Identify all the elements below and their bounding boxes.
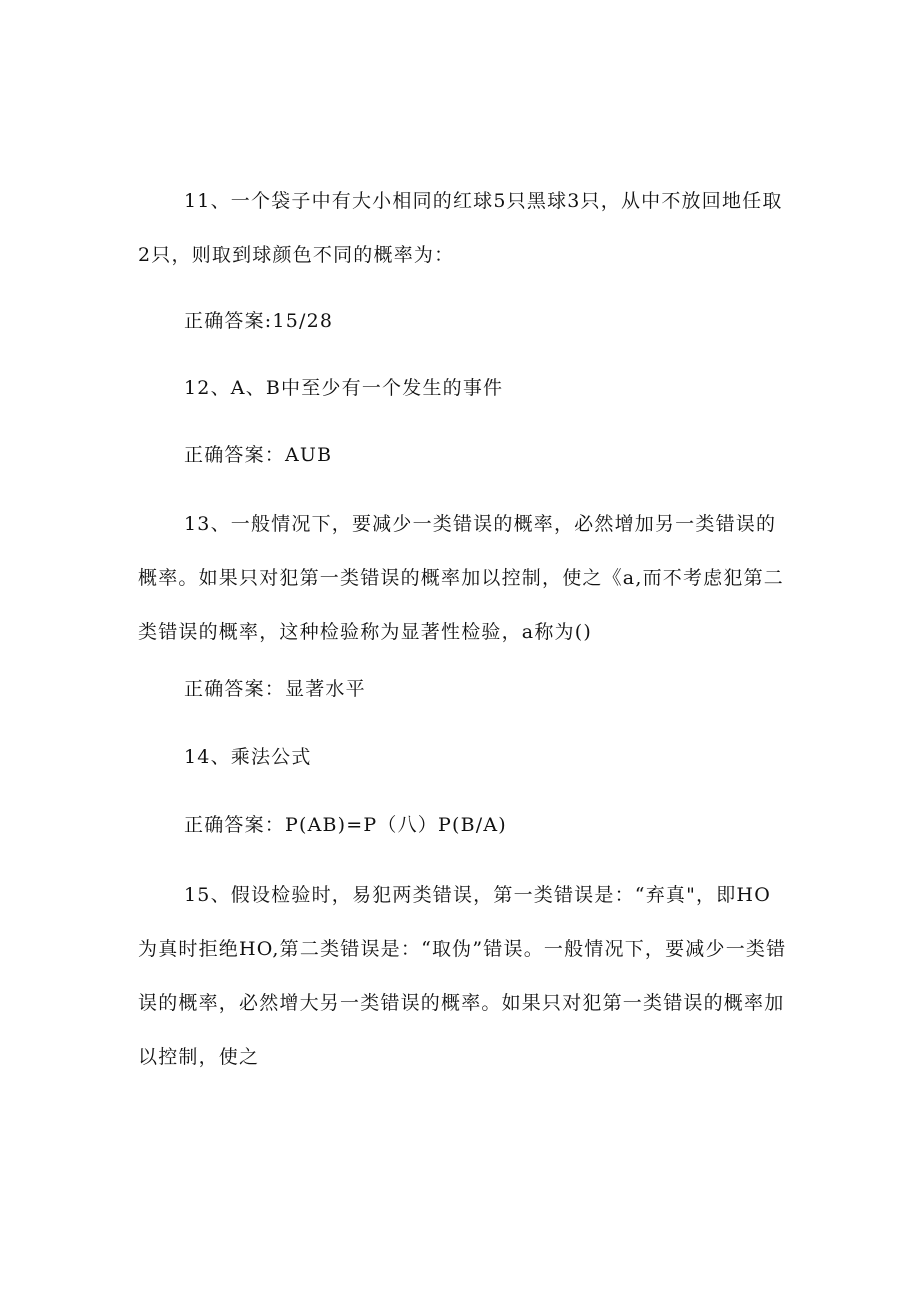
- question-15: 15、假设检验时，易犯两类错误，第一类错误是：“弃真"，即HO为真时拒绝HO,第二类错误是：“取伪”错误。一般情况下，要减少一类错误的概率，必然增大另一类错误的概率。如果只对犯第一类错误的概率加以控制，使之: [138, 884, 787, 1068]
- question-13: 13、一般情况下，要减少一类错误的概率，必然增加另一类错误的概率。如果只对犯第一类错误的概率加以控制，使之《a,而不考虑犯第二类错误的概率，这种检验称为显著性检验，a称为(): [138, 513, 784, 643]
- answer-12: 正确答案：AUB: [184, 444, 333, 466]
- answer-13: 正确答案：显著水平: [184, 678, 366, 700]
- answer-14: 正确答案：P(AB)=P（八）P(B/A): [184, 814, 507, 836]
- question-12: 12、A、B中至少有一个发生的事件: [184, 377, 504, 399]
- question-14: 14、乘法公式: [184, 746, 312, 768]
- answer-11: 正确答案:15/28: [184, 310, 334, 332]
- question-11: 11、一个袋子中有大小相同的红球5只黑球3只，从中不放回地任取2只，则取到球颜色不同的概率为：: [138, 190, 783, 266]
